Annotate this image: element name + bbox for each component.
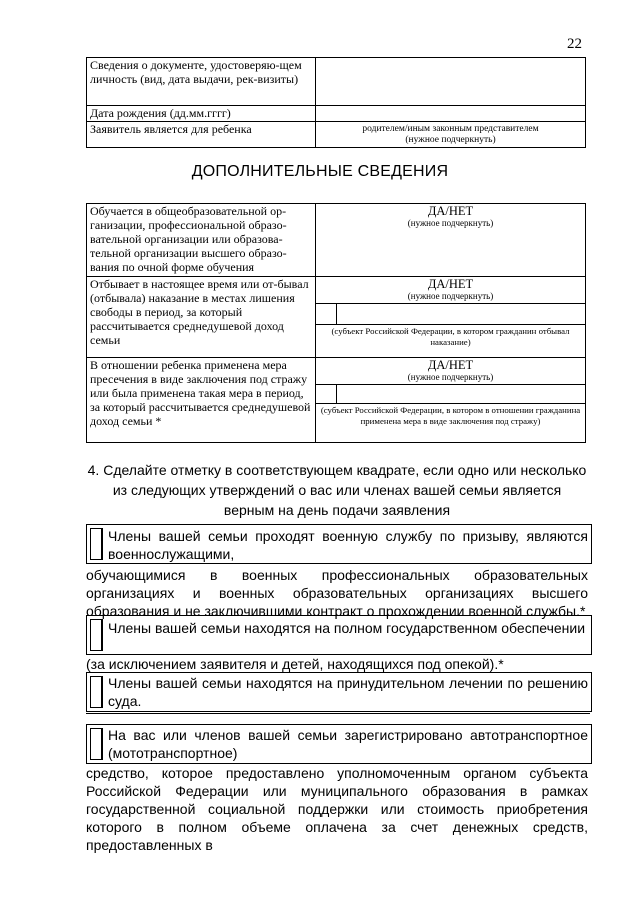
imprisonment-yes-no[interactable]: ДА/НЕТ <box>427 277 474 291</box>
imprisonment-region-note: (субъект Российской Федерации, в котором гражданин отбывал наказание) <box>316 324 585 349</box>
doc-details-label: Сведения о документе, удостоверяю-щем личность (вид, дата выдачи, рек-визиты) <box>87 58 316 106</box>
education-hint: (нужное подчеркнуть) <box>407 218 494 228</box>
statement-state-support-text: Члены вашей семьи находятся на полном государственном обеспечении <box>108 620 586 636</box>
imprisonment-region-checkbox[interactable] <box>316 304 337 324</box>
detention-region-row <box>316 384 585 403</box>
table-row <box>87 106 586 122</box>
applicant-info-table <box>86 57 586 148</box>
statement-military-continuation: обучающимися в военных профессиональных образовательных организациях и военных образовательных организациях высшего образования и не заключившими контракт о прохождении военной службы.* <box>86 567 588 619</box>
detention-region-checkbox[interactable] <box>316 385 337 403</box>
table-row <box>87 358 586 443</box>
education-label: Обучается в общеобразовательной ор-ганизации, профессиональной образо-вательной организации или образова-тельной организации высшего образо-вания по очной форме обучения <box>87 204 316 277</box>
table-row <box>87 277 586 358</box>
birth-date-label: Дата рождения (дд.мм.гггг) <box>87 106 316 122</box>
statement-state-support-continuation: (за исключением заявителя и детей, находящихся под опекой).* <box>86 656 504 672</box>
detention-yes-no[interactable]: ДА/НЕТ <box>427 358 474 372</box>
section-title: ДОПОЛНИТЕЛЬНЫЕ СВЕДЕНИЯ <box>191 163 449 180</box>
statement-vehicle-continuation: средство, которое предоставлено уполномоченным органом субъекта Российской Федерации или муниципального образования в рамках государственной социальной поддержки или стоимость приобретения которого в полном объеме оплачена за счет денежных средств, предоставленных в <box>86 765 588 853</box>
divider <box>86 713 590 714</box>
table-row <box>87 122 586 148</box>
education-field[interactable] <box>316 204 586 277</box>
imprisonment-label: Отбывает в настоящее время или от-бывал (отбывала) наказание в местах лишения свободы в период, за который рассчитывается среднедушевой доход семьи <box>87 277 316 358</box>
statement-vehicle-text: На вас или членов вашей семьи зарегистрировано автотранспортное (мототранспортное) <box>108 727 588 761</box>
statement-vehicle[interactable] <box>86 724 592 764</box>
birth-date-field[interactable] <box>316 106 586 122</box>
detention-field[interactable] <box>316 358 586 443</box>
applicant-role-value: родителем/иным законным представителем <box>362 124 539 134</box>
statement-military-text: Члены вашей семьи проходят военную службу по призыву, являются военнослужащими, <box>108 528 588 562</box>
statement-military[interactable] <box>86 524 592 564</box>
detention-region-note: (субъект Российской Федерации, в котором в отношении гражданина применена мера в виде заключения под стражу) <box>316 403 585 428</box>
table-row <box>87 58 586 106</box>
statement-treatment-checkbox[interactable] <box>90 676 103 708</box>
doc-details-field[interactable] <box>316 58 586 106</box>
statement-treatment-text: Члены вашей семьи находятся на принудительном лечении по решению суда. <box>108 675 588 709</box>
statement-state-support-checkbox[interactable] <box>90 619 103 651</box>
imprisonment-hint: (нужное подчеркнуть) <box>407 291 494 301</box>
applicant-role-field[interactable] <box>316 122 586 148</box>
page-number: 22 <box>567 36 582 52</box>
detention-label: В отношении ребенка применена мера пресечения в виде заключения под стражу или была применена такая мера в период, за который рассчитывается среднедушевой доход семьи * <box>87 358 316 443</box>
additional-info-table <box>86 203 586 443</box>
detention-hint: (нужное подчеркнуть) <box>407 372 494 382</box>
table-row <box>87 204 586 277</box>
statement-treatment[interactable] <box>86 672 592 712</box>
statement-military-checkbox[interactable] <box>90 528 103 560</box>
applicant-role-hint: (нужное подчеркнуть) <box>405 135 496 145</box>
statement-vehicle-checkbox[interactable] <box>90 728 103 760</box>
instruction-text: 4. Сделайте отметку в соответствующем квадрате, если одно или несколько из следующих утверждений о вас или членах вашей семьи является верным на день подачи заявления <box>87 462 587 518</box>
statement-state-support[interactable] <box>86 615 592 655</box>
imprisonment-field[interactable] <box>316 277 586 358</box>
applicant-role-label: Заявитель является для ребенка <box>87 122 316 148</box>
education-yes-no[interactable]: ДА/НЕТ <box>427 204 474 218</box>
imprisonment-region-row <box>316 303 585 324</box>
